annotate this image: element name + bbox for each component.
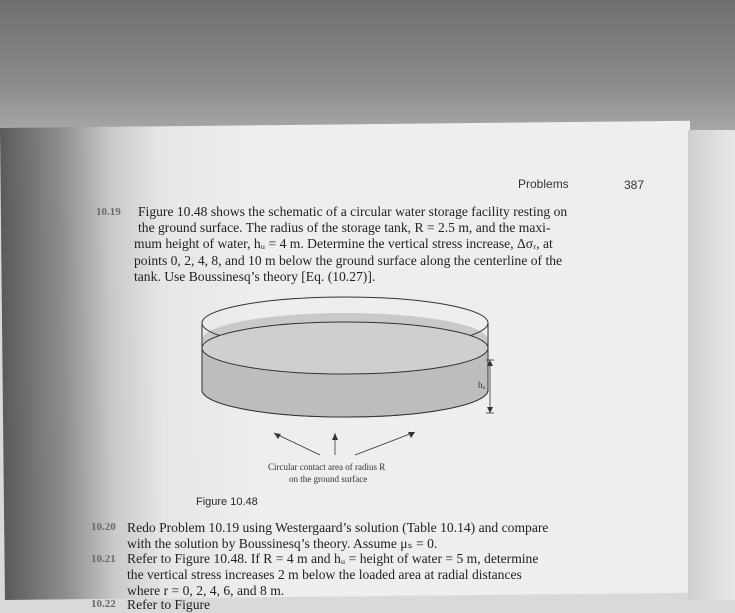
- problem-text-line: points 0, 2, 4, 8, and 10 m below the ground surface along the centerline of the: [134, 253, 563, 268]
- water-surface: [202, 322, 488, 374]
- pointer-arrow: [274, 433, 320, 455]
- problem-number: 10.22: [91, 598, 116, 610]
- running-head: Problems: [518, 177, 569, 191]
- problem-text-line: tank. Use Boussinesq’s theory [Eq. (10.27)].: [134, 269, 376, 284]
- problem-text-line: Figure 10.48 shows the schematic of a circular water storage facility resting on: [138, 204, 568, 219]
- problem-text-line: mum height of water, hᵤ = 4 m. Determine the vertical stress increase, Δσᵣ, at: [134, 236, 553, 251]
- pointer-arrow: [355, 432, 415, 455]
- problem-text-line: the ground surface. The radius of the storage tank, R = 2.5 m, and the maxi-: [138, 220, 551, 235]
- contact-label-line1: Circular contact area of radius R: [268, 462, 386, 472]
- page-number: 387: [624, 178, 645, 192]
- problem-text-line: the vertical stress increases 2 m below the loaded area at radial distances: [127, 567, 522, 582]
- scan-top-shadow: [0, 0, 735, 135]
- problem-text-line: Redo Problem 10.19 using Westergaard’s solution (Table 10.14) and compare: [127, 520, 549, 535]
- problem-number: 10.21: [91, 553, 116, 565]
- problem-number: 10.20: [91, 521, 116, 533]
- contact-label-line2: on the ground surface: [289, 474, 368, 484]
- problem-text-line: where r = 0, 2, 4, 6, and 8 m.: [127, 583, 285, 598]
- height-label: hᵤ: [478, 380, 486, 390]
- tank-figure: [190, 290, 510, 490]
- problem-text-line: Refer to Figure: [127, 597, 211, 612]
- problem-text-line: with the solution by Boussinesq’s theory. Assume μₛ = 0.: [127, 536, 438, 551]
- figure-caption: Figure 10.48: [196, 496, 258, 508]
- problem-number: 10.19: [96, 206, 121, 218]
- scan-right-margin: [688, 130, 735, 600]
- problem-text-line: Refer to Figure 10.48. If R = 4 m and hᵤ = height of water = 5 m, determine: [127, 551, 539, 566]
